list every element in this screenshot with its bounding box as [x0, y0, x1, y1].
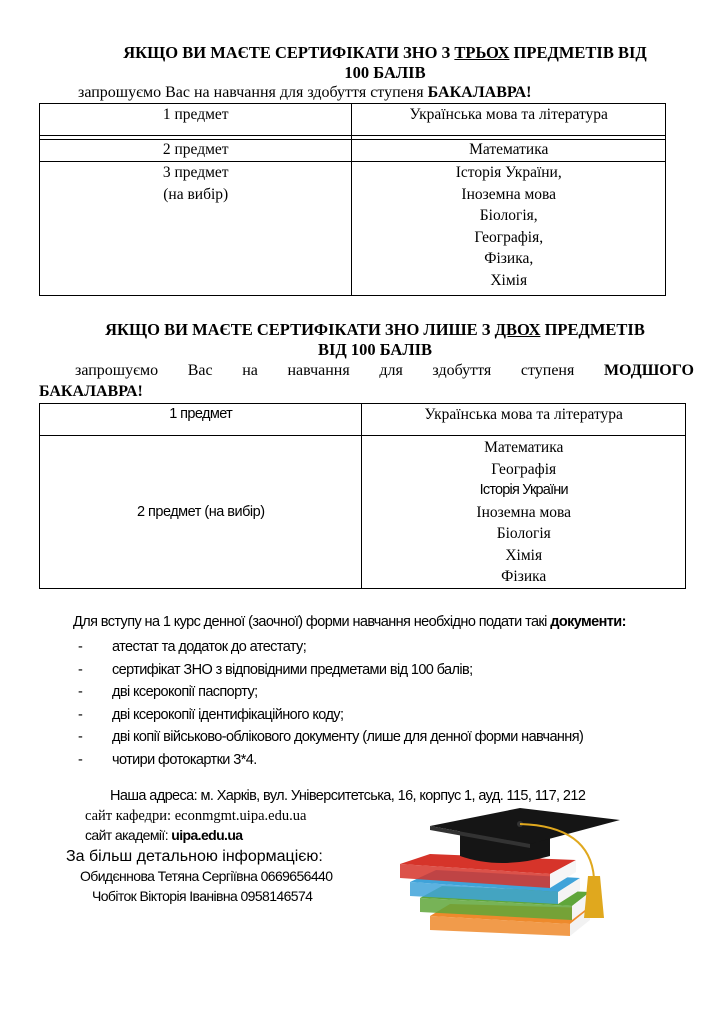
list-item: - атестат та додаток до атестату;	[78, 639, 307, 655]
section1-degree: БАКАЛАВРА!	[427, 84, 532, 101]
documents-list	[78, 636, 583, 771]
value-cell: Українська мова та література	[362, 404, 686, 436]
section1-heading-line1: ЯКЩО ВИ МАЄТЕ СЕРТИФІКАТИ ЗНО З ТРЬОХ ПРЕДМЕТІВ ВІД	[123, 43, 647, 62]
list-item: Географія	[491, 460, 557, 478]
subject-cell: 2 предмет (на вибір)	[40, 436, 362, 589]
more-info-label: За більш детальною інформацією:	[66, 848, 323, 865]
section1-heading	[60, 43, 710, 83]
list-item: Біологія,	[479, 207, 538, 224]
contact-person-1: Обидєннова Тетяна Сергіївна 0669656440	[80, 868, 333, 884]
list-item: Іноземна мова	[476, 503, 572, 521]
list-item: - дві копії військово-облікового документу (лише для денної форми навчання)	[78, 729, 584, 745]
list-item: Хімія	[505, 546, 543, 564]
value-cell: Українська мова та література	[352, 104, 666, 136]
contact-person-2: Чобіток Вікторія Іванівна 0958146574	[92, 888, 313, 904]
graduation-cap-books-picture	[390, 808, 690, 948]
table-row	[40, 162, 666, 296]
section1-invite: запрошуємо Вас на навчання для здобуття ступеня БАКАЛАВРА!	[78, 84, 532, 101]
academy-site: сайт академії: uipa.edu.ua	[85, 827, 243, 843]
list-item: Біологія	[496, 525, 551, 542]
options-cell	[362, 436, 686, 589]
section1-heading-line2: 100 БАЛІВ	[344, 63, 426, 82]
subject-cell: 1 предмет	[40, 404, 362, 436]
value-cell: Математика	[352, 140, 666, 162]
section2-subjects-table	[39, 403, 686, 589]
section2-degree: МОДШОГО	[603, 362, 694, 379]
address: Наша адреса: м. Харків, вул. Університетська, 16, корпус 1, ауд. 115, 117, 212	[110, 788, 586, 804]
section2-heading-emphasis: ДВОХ	[494, 320, 541, 339]
academy-site-link[interactable]: uipa.edu.ua	[171, 827, 243, 843]
list-item: Іноземна мова	[461, 185, 557, 203]
section2-heading-line1: ЯКЩО ВИ МАЄТЕ СЕРТИФІКАТИ ЗНО ЛИШЕ З ДВОХ ПРЕДМЕТІВ	[105, 320, 645, 339]
documents-intro: Для вступу на 1 курс денної (заочної) форми навчання необхідно подати такі документи:	[73, 614, 626, 630]
section2-degree-line2: БАКАЛАВРА!	[39, 383, 143, 400]
list-item: Хімія	[490, 271, 528, 289]
list-item: Математика	[484, 439, 564, 456]
section2-heading	[50, 320, 700, 360]
list-item: - чотири фотокартки 3*4.	[78, 751, 257, 768]
table-row	[40, 140, 666, 162]
subject-cell: 1 предмет	[40, 104, 352, 136]
list-item: - сертифікат ЗНО з відповідними предметами від 100 балів;	[78, 661, 473, 678]
list-item: Історія України,	[455, 164, 562, 181]
list-item: Фізика	[501, 568, 547, 585]
section2-invite: запрошуємо Вас на навчання для здобуття ступеня МОДШОГО	[75, 362, 694, 379]
list-item: Географія,	[474, 228, 544, 246]
list-item: Фізика,	[484, 250, 534, 267]
table-row	[40, 104, 666, 136]
list-item: Історія України	[479, 482, 568, 498]
section1-subjects-table	[39, 103, 666, 296]
department-site: сайт кафедри: econmgmt.uipa.edu.ua	[85, 808, 307, 824]
options-cell	[352, 162, 666, 296]
section2-heading-line2: ВІД 100 БАЛІВ	[317, 340, 433, 359]
table-row	[40, 404, 686, 436]
section1-heading-emphasis: ТРЬОХ	[454, 43, 510, 62]
subject-cell: 2 предмет	[40, 140, 352, 162]
list-item: - дві ксерокопії паспорту;	[78, 684, 258, 700]
list-item: - дві ксерокопії ідентифікаційного коду;	[78, 706, 344, 723]
subject-cell: 3 предмет (на вибір)	[40, 162, 352, 296]
documents-keyword: документи:	[550, 614, 626, 630]
table-row	[40, 436, 686, 589]
